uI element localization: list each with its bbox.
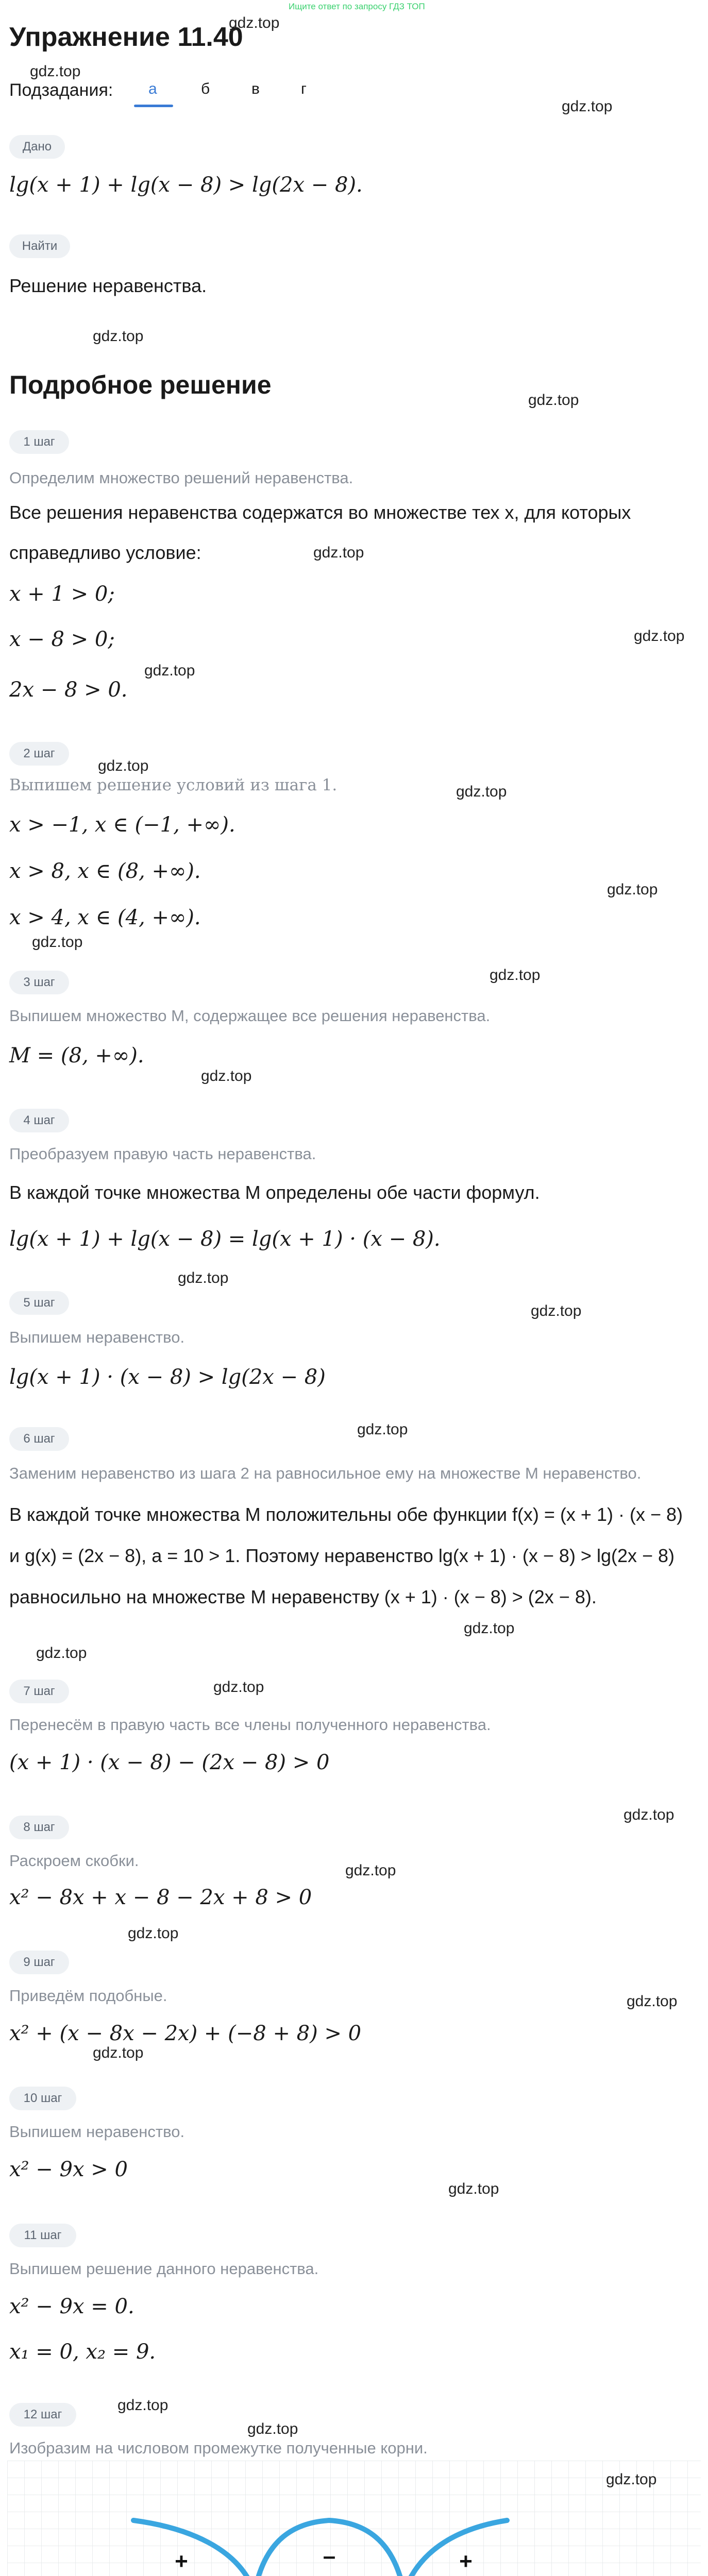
watermark: gdz.top: [456, 783, 507, 800]
watermark: gdz.top: [36, 1645, 87, 1662]
tab-a[interactable]: а: [148, 80, 157, 97]
step-label: 6 шаг: [9, 1427, 69, 1451]
step-caption: Выпишем неравенство.: [9, 1328, 185, 1346]
step-caption: Определим множество решений неравенства.: [9, 469, 353, 487]
watermark: gdz.top: [32, 934, 83, 951]
step-math: lg(x + 1) + lg(x − 8) = lg(x + 1) · (x − 8).: [9, 1227, 441, 1251]
watermark: gdz.top: [30, 63, 81, 80]
step-math: x > −1, x ∈ (−1, +∞).: [9, 813, 235, 837]
step-label: 1 шаг: [9, 430, 69, 454]
step-math: x² − 9x = 0.: [9, 2295, 134, 2318]
sign-plus-left: +: [175, 2549, 188, 2574]
sign-plus-right: +: [459, 2549, 473, 2574]
step-label: 10 шаг: [9, 2087, 76, 2110]
step-math: x > 8, x ∈ (8, +∞).: [9, 859, 201, 883]
subtasks-label: Подзадания:: [9, 80, 113, 100]
tab-b[interactable]: б: [201, 80, 210, 97]
watermark: gdz.top: [98, 757, 149, 774]
step-text: В каждой точке множества M положительны обе функции f(x) = (x + 1) · (x − 8) и g(x) = (2x − 8), a = 10 > 1. Поэтому неравенство lg(x + 1) · (x − 8) > lg(2x − 8) равносильно на множестве M неравенству (x + 1) · (x − 8) > (2x − 8).: [9, 1504, 683, 1607]
watermark: gdz.top: [117, 2397, 168, 2414]
watermark: gdz.top: [562, 98, 613, 115]
step-caption: Выпишем решение данного неравенства.: [9, 2260, 319, 2278]
given-label: Дано: [9, 135, 65, 159]
step-label: 8 шаг: [9, 1816, 69, 1839]
step-text: В каждой точке множества M определены обе части формул.: [9, 1182, 540, 1203]
step-math: (x + 1) · (x − 8) − (2x − 8) > 0: [9, 1751, 330, 1774]
watermark: gdz.top: [627, 1993, 678, 2010]
number-line-figure: [7, 2461, 701, 2576]
watermark: gdz.top: [93, 328, 144, 345]
watermark: gdz.top: [531, 1302, 582, 1319]
step-caption: Изобразим на числовом промежутке полученные корни.: [9, 2439, 428, 2457]
step-caption: Раскроем скобки.: [9, 1852, 139, 1870]
page-title: Упражнение 11.40: [9, 22, 243, 52]
step-math: lg(x + 1) · (x − 8) > lg(2x − 8): [9, 1365, 326, 1389]
grid-background: [7, 2461, 701, 2576]
step-math: x² − 9x > 0: [9, 2158, 128, 2181]
step-caption: Выпишем неравенство.: [9, 2123, 185, 2141]
watermark: gdz.top: [490, 967, 541, 984]
step-caption: Заменим неравенство из шага 2 на равносильное ему на множестве M неравенство.: [9, 1464, 642, 1482]
watermark: gdz.top: [213, 1679, 264, 1696]
step-label: 4 шаг: [9, 1109, 69, 1132]
tab-v[interactable]: в: [251, 80, 260, 97]
find-label: Найти: [9, 234, 70, 258]
step-label: 3 шаг: [9, 971, 69, 994]
watermark: gdz.top: [247, 2420, 298, 2437]
watermark: gdz.top: [623, 1806, 675, 1823]
step-math: x₁ = 0, x₂ = 9.: [9, 2340, 156, 2364]
step-math: x² + (x − 8x − 2x) + (−8 + 8) > 0: [9, 2022, 362, 2045]
watermark: gdz.top: [607, 881, 658, 898]
watermark: gdz.top: [528, 392, 579, 409]
active-tab-indicator: [134, 105, 173, 107]
step-math: x² − 8x + x − 8 − 2x + 8 > 0: [9, 1886, 312, 1909]
watermark: gdz.top: [229, 14, 280, 31]
step-math: x + 1 > 0;: [9, 582, 115, 606]
given-expression: lg(x + 1) + lg(x − 8) > lg(2x − 8).: [9, 173, 363, 197]
step-label: 7 шаг: [9, 1680, 69, 1703]
watermark: gdz.top: [128, 1925, 179, 1942]
step-math: x − 8 > 0;: [9, 628, 115, 651]
watermark: gdz.top: [606, 2471, 657, 2488]
watermark: gdz.top: [313, 544, 364, 561]
step-label: 2 шаг: [9, 742, 69, 766]
step-caption: Выпишем решение условий из шага 1.: [9, 776, 338, 794]
watermark: gdz.top: [178, 1269, 229, 1286]
step-math: x > 4, x ∈ (4, +∞).: [9, 906, 201, 929]
search-banner[interactable]: Ищите ответ по запросу ГДЗ ТОП: [289, 2, 425, 11]
watermark: gdz.top: [357, 1421, 408, 1438]
step-label: 5 шаг: [9, 1291, 69, 1315]
solution-title: Подробное решение: [9, 370, 272, 399]
step-caption: Преобразуем правую часть неравенства.: [9, 1145, 316, 1163]
watermark: gdz.top: [201, 1067, 252, 1084]
watermark: gdz.top: [464, 1620, 515, 1637]
watermark: gdz.top: [144, 662, 195, 679]
step-caption: Выпишем множество M, содержащее все решения неравенства.: [9, 1007, 491, 1025]
step-caption: Перенесём в правую часть все члены полученного неравенства.: [9, 1716, 491, 1734]
find-text: Решение неравенства.: [9, 275, 207, 296]
step-math: M = (8, +∞).: [9, 1044, 144, 1067]
watermark: gdz.top: [93, 2044, 144, 2061]
step-label: 9 шаг: [9, 1951, 69, 1974]
step-label: 11 шаг: [9, 2224, 76, 2247]
step-text: Все решения неравенства содержатся во множестве тех x, для которых справедливо условие:: [9, 502, 631, 563]
step-label: 12 шаг: [9, 2403, 76, 2427]
watermark: gdz.top: [634, 628, 685, 645]
sign-minus: –: [323, 2544, 336, 2569]
step-math: 2x − 8 > 0.: [9, 678, 128, 702]
watermark: gdz.top: [345, 1862, 396, 1879]
tab-g[interactable]: г: [301, 80, 307, 97]
watermark: gdz.top: [448, 2180, 499, 2197]
step-caption: Приведём подобные.: [9, 1987, 167, 2005]
